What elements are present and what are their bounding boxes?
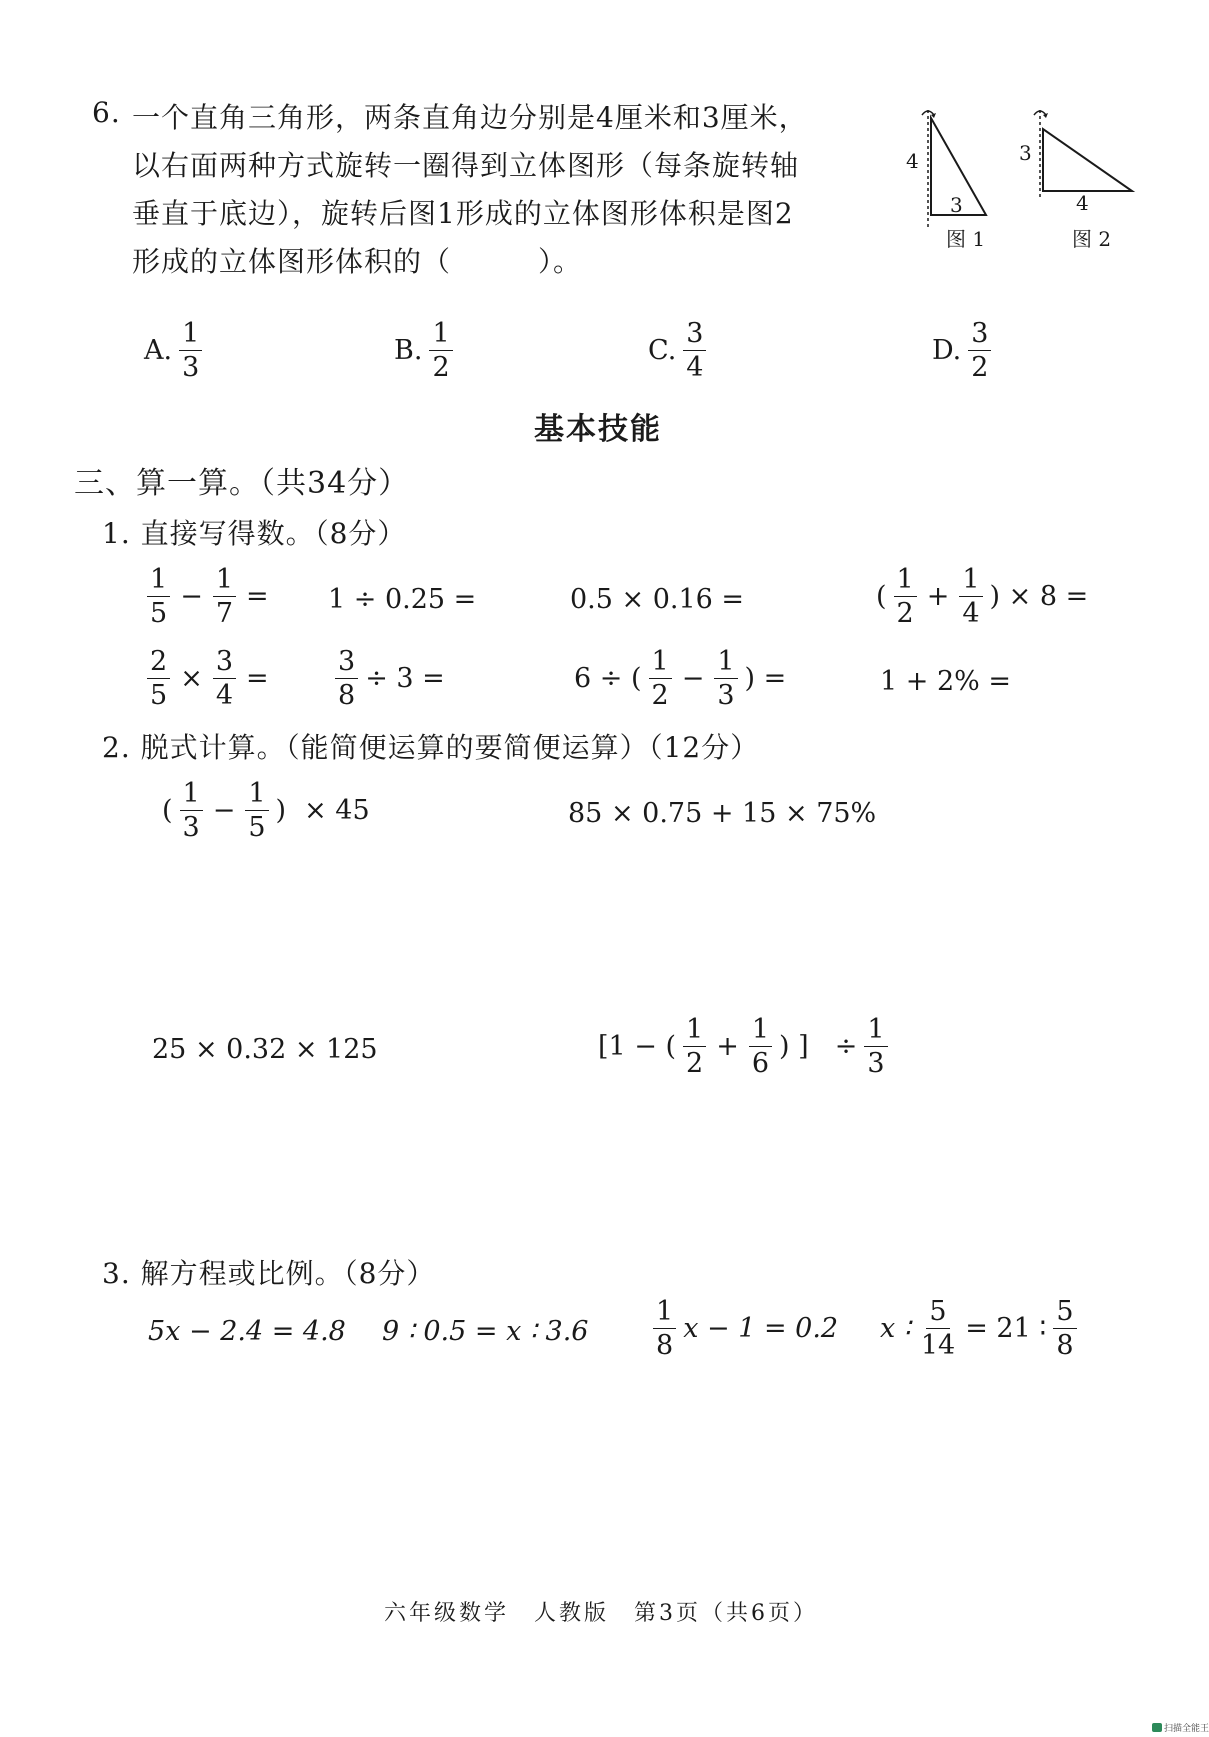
q1-row1-expr-4: ( $\frac{1}{2}$ + $\frac{1}{4}$ ) × 8 =	[876, 564, 1089, 629]
option-label: D.	[932, 335, 962, 366]
option-label: B.	[394, 335, 423, 366]
q3-equation-2: 9 ∶ 0.5 = x ∶ 3.6	[382, 1316, 589, 1347]
q2-expr-2: 85 × 0.75 + 15 × 75%	[568, 798, 877, 829]
option-fraction: $\frac{3}{4}$	[683, 320, 706, 381]
q3-equation-4: x ∶ $\frac{5}{14}$ = 21 ∶ $\frac{5}{8}$	[880, 1298, 1080, 1359]
q1-row1-expr-2: 1 ÷ 0.25 =	[328, 584, 477, 615]
q1-row1-expr-1: $\frac{1}{5}$ − $\frac{1}{7}$ =	[144, 566, 272, 627]
q2-expr-3: 25 × 0.32 × 125	[152, 1034, 378, 1065]
q1-row2-expr-2: $\frac{3}{8}$ ÷ 3 =	[332, 648, 445, 709]
q6-option-c[interactable]	[648, 320, 709, 381]
q6-line-2: 以右面两种方式旋转一圈得到立体图形（每条旋转轴	[132, 149, 800, 182]
q3-equation-3: $\frac{1}{8}$ x − 1 = 0.2	[650, 1298, 838, 1359]
figure-2-side-label: 3	[1019, 141, 1032, 165]
q2-expr-4: [1 − ( $\frac{1}{2}$ + $\frac{1}{6}$ ) ] ÷ $\frac{1}{3}$	[598, 1016, 891, 1077]
q6-option-d[interactable]	[932, 320, 994, 381]
q1-row1-expr-3: 0.5 × 0.16 =	[570, 584, 745, 615]
option-fraction: $\frac{3}{2}$	[968, 320, 991, 381]
scanner-icon	[1152, 1723, 1162, 1732]
q2-title: 2. 脱式计算。（能简便运算的要简便运算）（12分）	[102, 731, 760, 764]
part3-heading: 三、算一算。（共34分）	[74, 466, 410, 501]
option-fraction: $\frac{1}{2}$	[429, 320, 452, 381]
figure-1-base-label: 3	[950, 193, 963, 217]
q1-title: 1. 直接写得数。（8分）	[102, 517, 407, 550]
option-label: A.	[144, 335, 173, 366]
figure-1	[900, 105, 1030, 251]
q6-option-b[interactable]	[394, 320, 456, 381]
figure-2-base-label: 4	[1076, 191, 1089, 215]
q3-equation-1: 5x − 2.4 = 4.8	[148, 1316, 346, 1347]
watermark-text: 扫描全能王	[1164, 1724, 1209, 1734]
q6-number: 6.	[92, 96, 121, 129]
q2-expr-1: ( $\frac{1}{3}$ − $\frac{1}{5}$ ) × 45	[162, 778, 370, 843]
figure-1-side-label: 4	[906, 149, 919, 173]
option-fraction: $\frac{1}{3}$	[179, 320, 202, 381]
page-footer: 六年级数学 人教版 第3页（共6页）	[384, 1601, 818, 1626]
figure-1-caption: 图 1	[946, 227, 986, 251]
q1-row2-expr-4: 1 + 2% =	[880, 666, 1012, 697]
q6-line-1: 一个直角三角形，两条直角边分别是4厘米和3厘米，	[132, 101, 808, 134]
q3-title: 3. 解方程或比例。（8分）	[102, 1257, 436, 1290]
option-label: C.	[648, 335, 677, 366]
q6-option-a[interactable]	[144, 320, 205, 381]
q6-line-3: 垂直于底边），旋转后图1形成的立体图形体积是图2	[132, 197, 794, 230]
q1-row2-expr-1: $\frac{2}{5}$ × $\frac{3}{4}$ =	[144, 648, 272, 709]
figure-2	[1019, 105, 1180, 251]
section-title: 基本技能	[534, 412, 662, 447]
q6-line-4: 形成的立体图形体积的（ ）。	[132, 245, 583, 278]
q1-row2-expr-3: 6 ÷ ( $\frac{1}{2}$ − $\frac{1}{3}$ ) =	[574, 646, 787, 711]
figure-2-caption: 图 2	[1072, 227, 1112, 251]
watermark-logo	[1152, 1721, 1209, 1734]
